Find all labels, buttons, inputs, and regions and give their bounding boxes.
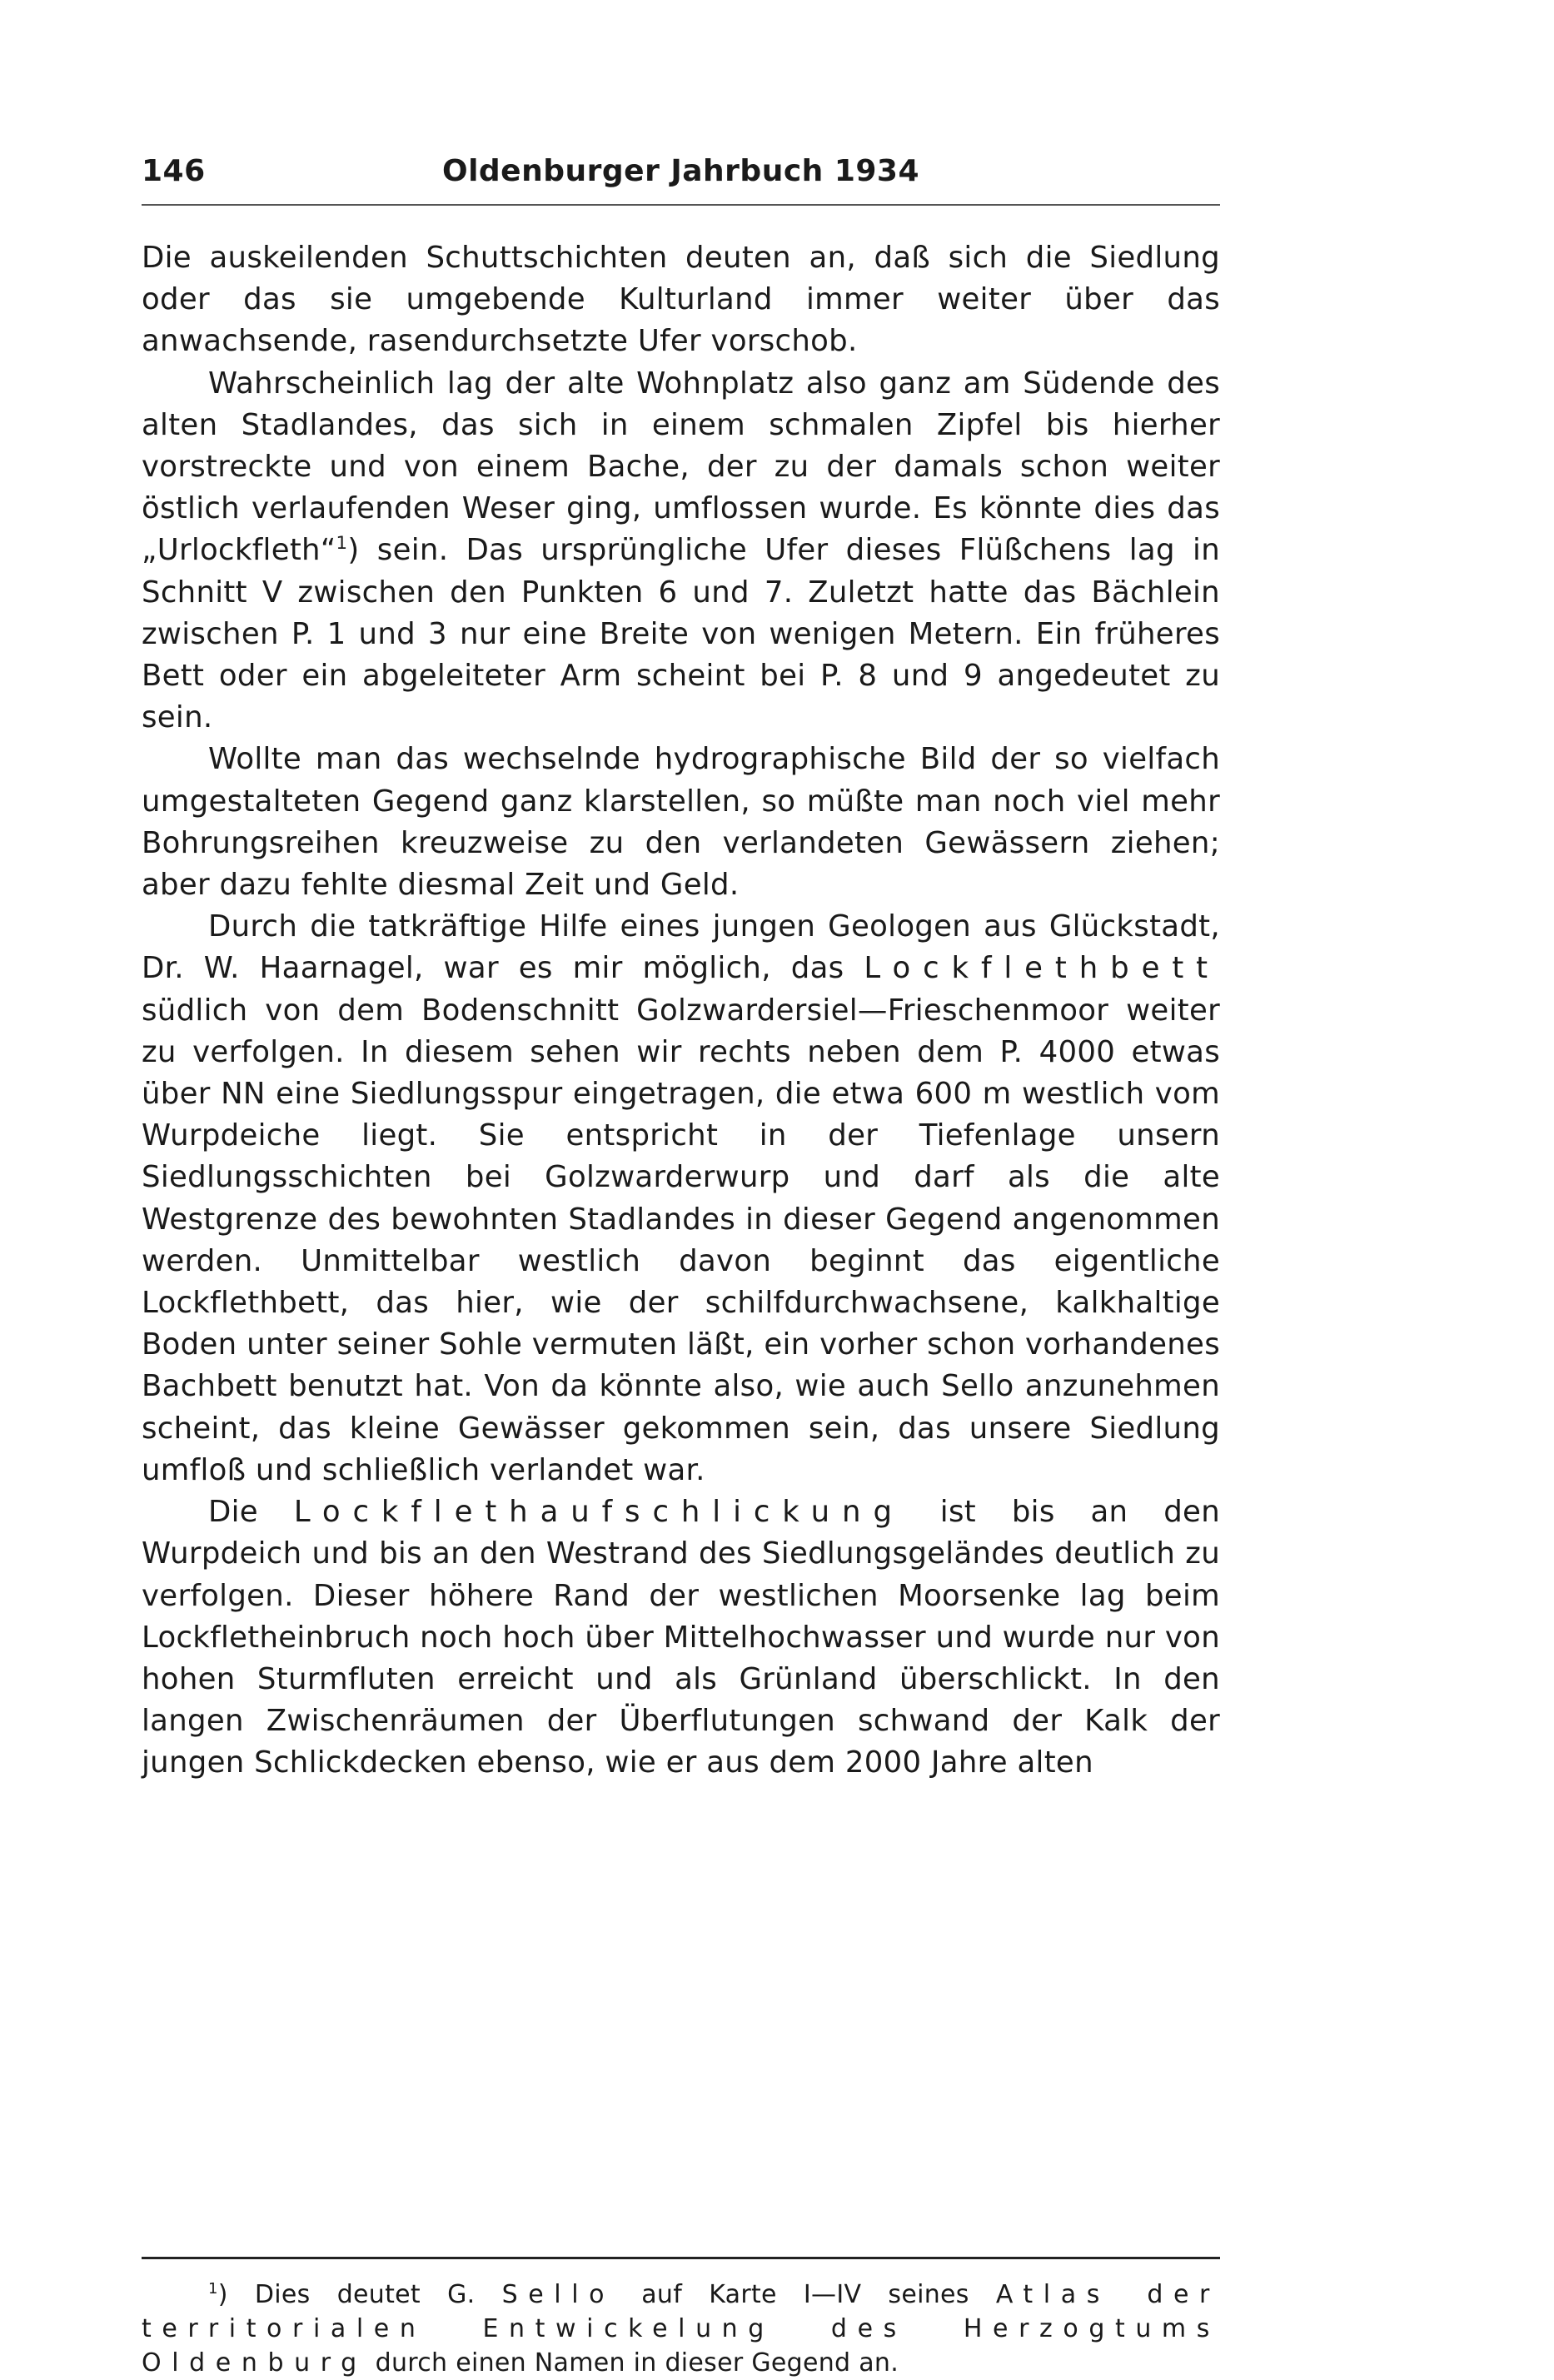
text-run: ) sein. Das ursprüngliche Ufer dieses Flüßchens lag in Schnitt V zwischen den Punkten 6 und 7. Zuletzt hatte das Bächlein zwischen P. 1 und 3 nur eine Breite von wenigen Metern. Ein früheres Bett oder ein abgeleiteter Arm scheint bei P. 8 und 9 angedeutet zu sein. [142,533,1220,735]
text-run: südlich von dem Bodenschnitt Golzwardersiel—Frieschenmoor weiter zu verfolgen. In diesem sehen wir rechts neben dem P. 4000 etwas über NN eine Siedlungsspur eingetragen, die etwa 600 m westlich vom Wurpdeiche liegt. Sie entspricht in der Tiefenlage unsern Siedlungsschichten bei Golzwarderwurp und darf als die alte Westgrenze des bewohnten Stadlandes in dieser Gegend angenommen werden. Unmittelbar westlich davon beginnt das eigentliche Lockflethbett, das hier, wie der schilfdurchwachsene, kalkhaltige Boden unter seiner Sohle vermuten läßt, ein vorher schon vorhandenes Bachbett benutzt hat. Von da könnte also, wie auch Sello anzunehmen scheint, das kleine Gewässer gekommen sein, das unsere Siedlung umfloß und schließlich verlandet war. [142,993,1220,1487]
paragraph [142,1491,1220,1784]
spaced-emphasis: Lockflethaufschlickung [293,1495,904,1530]
text-run: Durch die tatkräftige Hilfe eines jungen Geologen aus Glückstadt, Dr. W. Haarnagel, war es mir möglich, das [142,909,1220,986]
text-run: Wahrscheinlich lag der alte Wohnplatz also ganz am Südende des alten Stadlandes, das sich in einem schmalen Zipfel bis hierher vorstreckte und von einem Bache, der zu der damals schon weiter östlich verlaufenden Weser ging, umflossen wurde. Es könnte dies das „Urlockfleth“ [142,366,1220,568]
running-title: Oldenburger Jahrbuch 1934 [441,154,920,188]
spaced-emphasis: Atlas der territorialen Entwickelung des Herzogtums Oldenburg [142,2280,1220,2378]
body-text [142,237,1220,1785]
text-run: Die [208,1495,294,1530]
journal-page [142,154,1220,2378]
text-run: durch einen Namen in dieser Gegend an. [366,2348,899,2378]
footnote [142,2278,1220,2380]
paragraph [142,906,1220,1491]
footnote-marker: 1 [336,533,348,555]
footnotes [142,2278,1220,2380]
paragraph [142,363,1220,739]
footnote-marker: 1 [208,2280,218,2298]
page-header [142,154,1220,204]
spaced-emphasis: Lockflethbett [864,951,1220,986]
spaced-emphasis: Sello [501,2280,615,2309]
paragraph [142,739,1220,906]
text-run: Wollte man das wechselnde hydrographische Bild der so vielfach umgestalteten Gegend ganz klarstellen, so müßte man noch viel mehr Bohrungsreihen kreuzweise zu den verlandeten Gewässern ziehen; aber dazu fehlte diesmal Zeit und Geld. [142,742,1220,903]
text-run: Die auskeilenden Schuttschichten deuten an, daß sich die Siedlung oder das sie umgebende Kulturland immer weiter über das anwachsende, rasendurchsetzte Ufer vorschob. [142,241,1220,359]
page-number: 146 [142,154,206,188]
text-run: ) Dies deutet G. [217,2280,502,2309]
header-rule [142,204,1220,206]
text-run: ist bis an den Wurpdeich und bis an den Westrand des Siedlungsgeländes deutlich zu verfolgen. Dieser höhere Rand der westlichen Moorsenke lag beim Lockfletheinbruch noch hoch über Mittelhochwasser und wurde nur von hohen Sturmfluten erreicht und als Grünland überschlickt. In den langen Zwischenräumen der Überflutungen schwand der Kalk der jungen Schlickdecken ebenso, wie er aus dem 2000 Jahre alten [142,1495,1220,1780]
paragraph [142,237,1220,363]
text-run: auf Karte I—IV seines [615,2280,996,2309]
footnote-rule [142,2257,1220,2259]
